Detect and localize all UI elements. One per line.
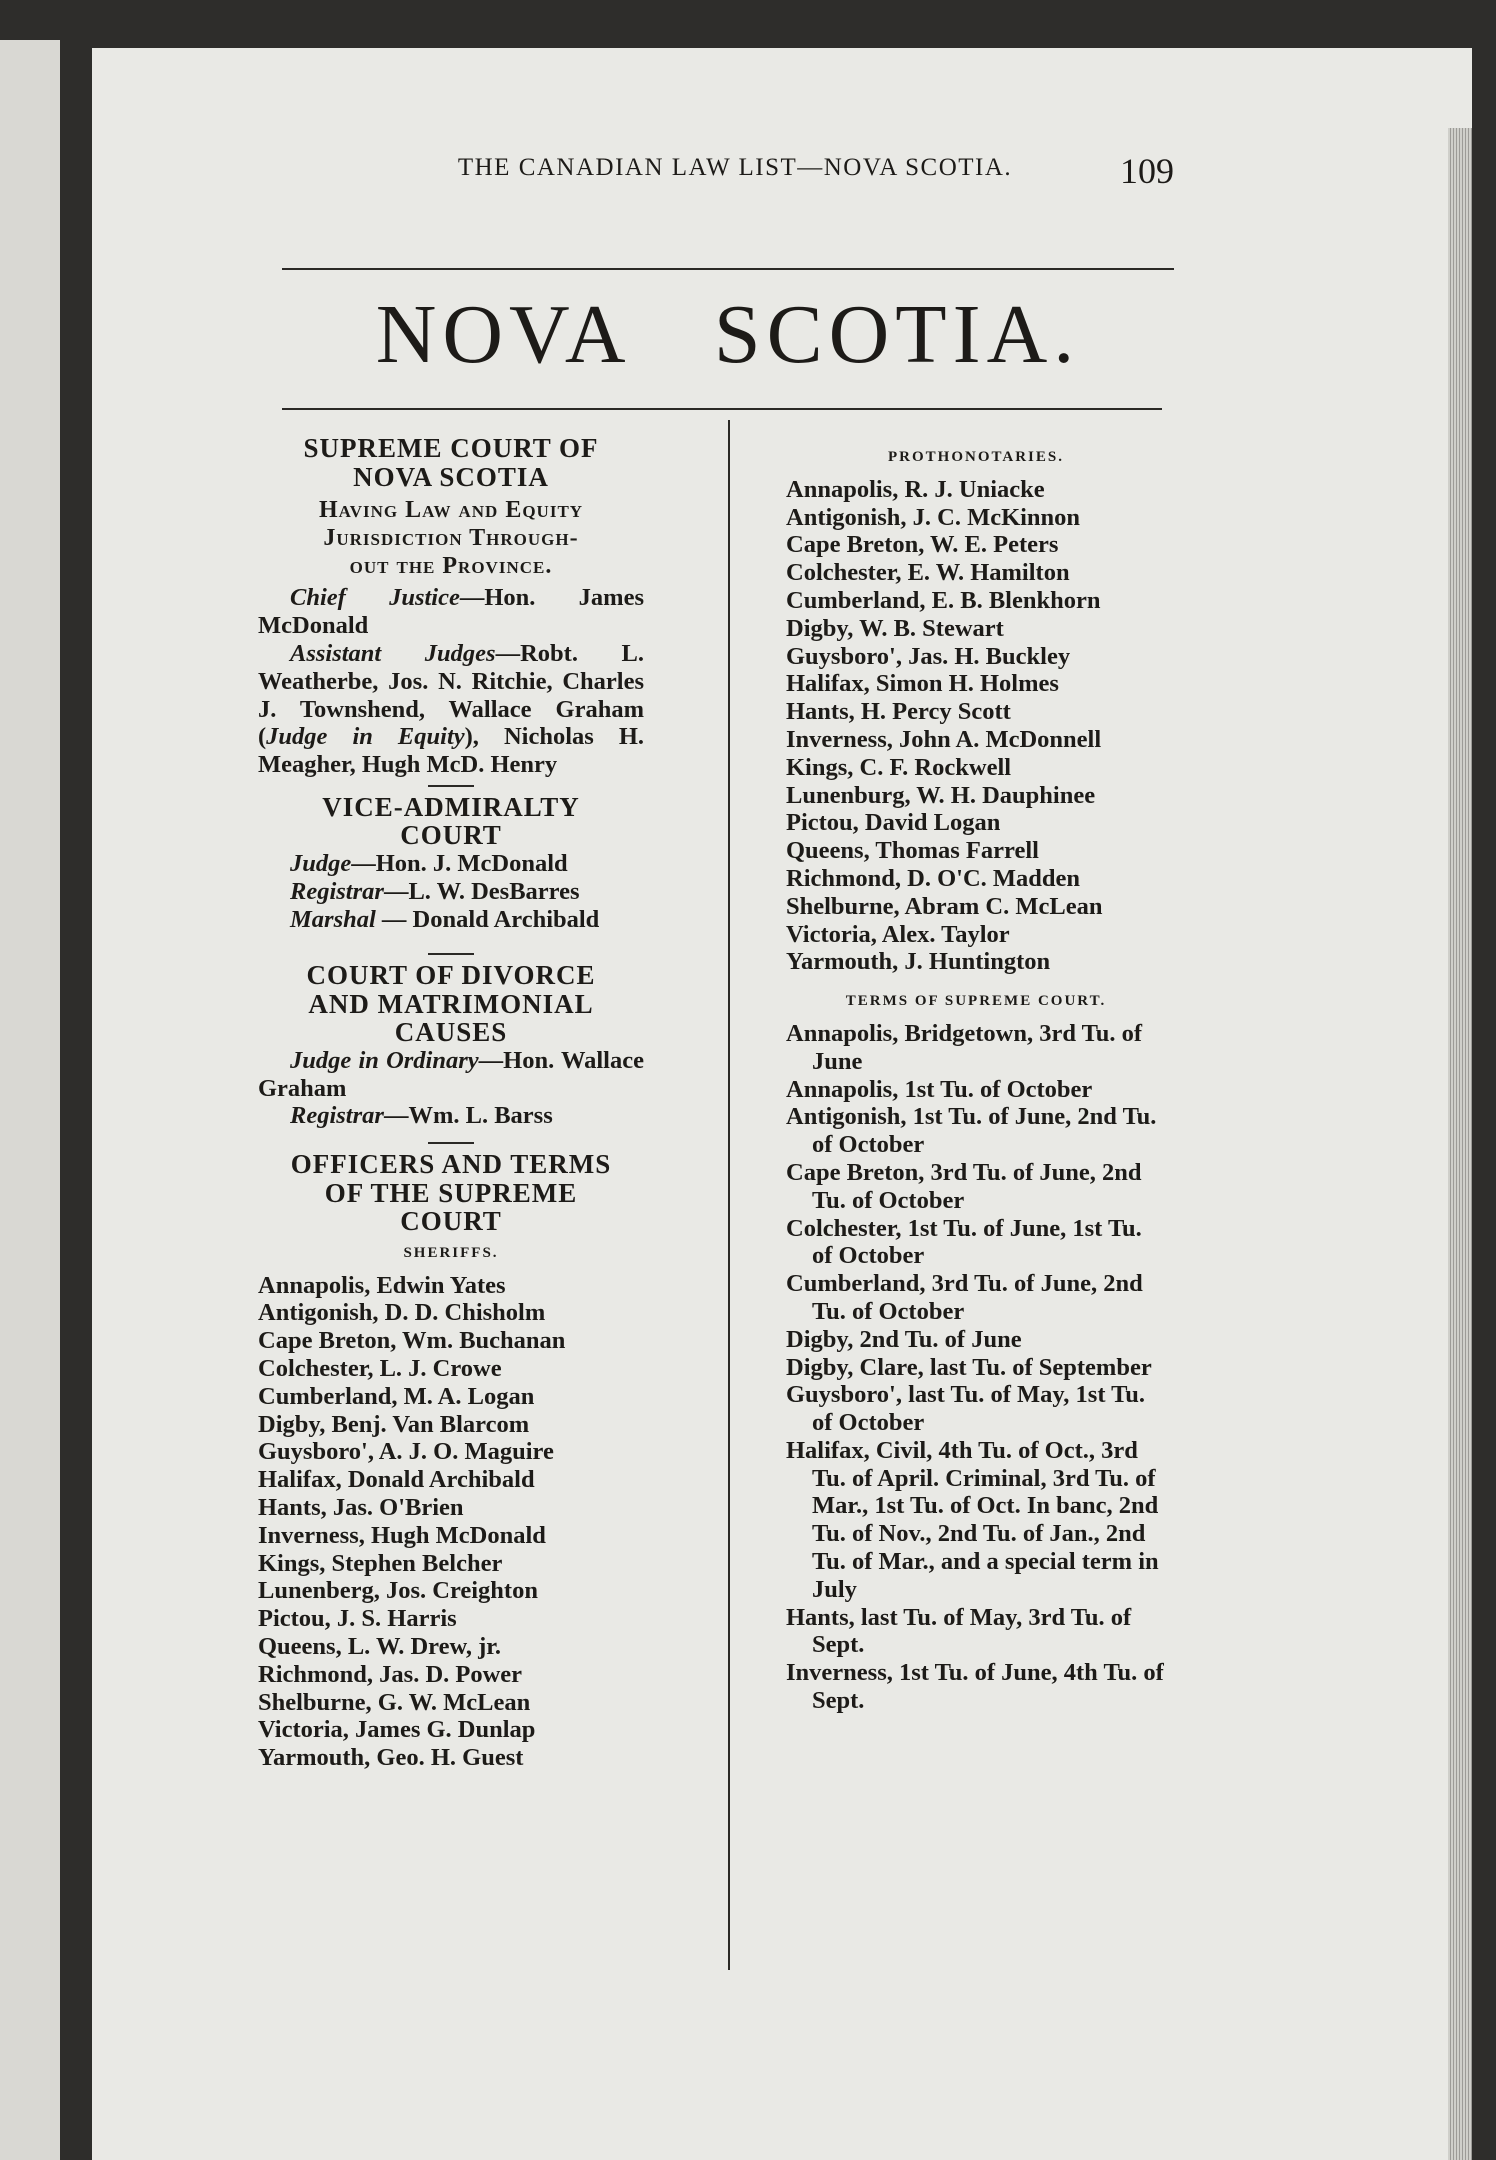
list-item: Richmond, Jas. D. Power	[258, 1660, 523, 1688]
list-item: Victoria, Alex. Taylor	[786, 920, 1010, 948]
list-item: Annapolis, Bridgetown, 3rd Tu. of June	[786, 1019, 1143, 1075]
terms-heading: TERMS OF SUPREME COURT.	[845, 993, 1107, 1010]
section-rule	[428, 1142, 474, 1144]
list-item: Guysboro', A. J. O. Maguire	[258, 1438, 554, 1466]
list-item: Cumberland, E. B. Blenkhorn	[786, 586, 1101, 614]
heading-line: OF THE SUPREME	[324, 1177, 578, 1208]
list-item: Shelburne, G. W. McLean	[258, 1688, 531, 1716]
role-text: —Hon. J. McDonald	[351, 849, 568, 877]
list-item: Annapolis, 1st Tu. of October	[786, 1075, 1093, 1103]
list-item: Antigonish, J. C. McKinnon	[786, 503, 1081, 531]
right-column	[786, 440, 1166, 1715]
list-item: Cape Breton, 3rd Tu. of June, 2nd Tu. of October	[786, 1158, 1142, 1214]
heading-line: SUPREME COURT OF	[303, 433, 599, 463]
heading-line: COURT	[400, 820, 502, 851]
supreme-court-heading	[258, 434, 644, 491]
list-item: Lunenberg, Jos. Creighton	[258, 1577, 538, 1605]
list-item: Yarmouth, Geo. H. Guest	[258, 1744, 524, 1772]
list-item: Digby, Clare, last Tu. of September	[786, 1353, 1152, 1381]
role-label: Registrar	[290, 1102, 384, 1130]
list-item: Hants, Jas. O'Brien	[258, 1493, 464, 1521]
list-item: Halifax, Donald Archibald	[258, 1466, 535, 1494]
heading-line: VICE-ADMIRALTY	[322, 791, 580, 822]
list-item: Digby, Benj. Van Blarcom	[258, 1410, 530, 1438]
vice-admiralty-marshal	[258, 906, 644, 934]
assistant-judges-entry	[258, 640, 644, 779]
list-item: Inverness, Hugh McDonald	[258, 1521, 546, 1549]
heading-line: NOVA SCOTIA	[353, 461, 549, 492]
jurisdiction-line: Having Law and Equity	[318, 497, 584, 523]
list-item: Hants, last Tu. of May, 3rd Tu. of Sept.	[786, 1603, 1132, 1659]
left-column	[258, 434, 644, 1772]
role-label: Registrar	[290, 877, 384, 905]
list-item: Inverness, John A. McDonnell	[786, 725, 1102, 753]
role-text: —L. W. DesBarres	[383, 877, 580, 905]
list-item: Colchester, L. J. Crowe	[258, 1354, 502, 1382]
divorce-court-heading	[258, 961, 644, 1047]
role-label: Judge in Ordinary	[290, 1046, 479, 1074]
role-text: — Donald Archibald	[375, 905, 600, 933]
officers-heading	[258, 1150, 644, 1236]
heading-line: OFFICERS AND TERMS	[290, 1149, 612, 1180]
list-item: Annapolis, R. J. Uniacke	[786, 475, 1045, 503]
list-item: Halifax, Simon H. Holmes	[786, 670, 1059, 698]
role-text: —Wm. L. Barss	[383, 1102, 553, 1130]
prothonotaries-heading: PROTHONOTARIES.	[888, 449, 1064, 465]
list-item: Hants, H. Percy Scott	[786, 698, 1011, 726]
list-item: Guysboro', Jas. H. Buckley	[786, 642, 1071, 670]
column-divider	[728, 420, 730, 1970]
page-title: NOVA SCOTIA.	[375, 288, 1081, 381]
list-item: Cape Breton, Wm. Buchanan	[258, 1327, 566, 1355]
list-item: Antigonish, D. D. Chisholm	[258, 1299, 546, 1327]
role-text: —Hon. James McDonald	[258, 584, 644, 640]
vice-admiralty-judge	[258, 850, 644, 878]
title-rule	[282, 408, 1162, 410]
list-item: Pictou, J. S. Harris	[258, 1605, 457, 1633]
list-item: Antigonish, 1st Tu. of June, 2nd Tu. of October	[786, 1103, 1157, 1159]
list-item: Queens, L. W. Drew, jr.	[258, 1632, 501, 1660]
role-label: Judge	[290, 849, 352, 877]
section-rule	[428, 953, 474, 955]
role-text: —Hon. Wallace Graham	[258, 1046, 644, 1102]
list-item: Annapolis, Edwin Yates	[258, 1271, 506, 1299]
header-rule	[282, 268, 1174, 270]
role-label: Assistant Judges	[290, 639, 496, 667]
jurisdiction-line: Jurisdiction Through-	[323, 524, 579, 551]
heading-line: COURT OF DIVORCE	[306, 960, 596, 991]
list-item: Cumberland, 3rd Tu. of June, 2nd Tu. of October	[786, 1270, 1143, 1325]
role-text: —Robt. L. Weatherbe, Jos. N. Ritchie, Charles J. Townshend, Wallace Graham (	[258, 639, 644, 751]
list-item: Lunenburg, W. H. Dauphinee	[786, 781, 1096, 809]
divorce-registrar	[258, 1102, 644, 1130]
divorce-judge	[258, 1047, 644, 1103]
list-item: Cumberland, M. A. Logan	[258, 1382, 535, 1410]
list-item: Kings, Stephen Belcher	[258, 1549, 503, 1577]
page-stack-edge	[1448, 128, 1472, 2160]
list-item: Colchester, 1st Tu. of June, 1st Tu. of October	[786, 1214, 1142, 1270]
heading-line: COURT	[400, 1206, 502, 1237]
vice-admiralty-registrar	[258, 878, 644, 906]
list-item: Digby, W. B. Stewart	[786, 614, 1004, 642]
heading-line: CAUSES	[394, 1017, 508, 1048]
terms-list	[786, 1020, 1166, 1715]
page-number: 109	[1120, 151, 1174, 191]
list-item: Queens, Thomas Farrell	[786, 837, 1039, 865]
list-item: Kings, C. F. Rockwell	[786, 753, 1012, 781]
list-item: Guysboro', last Tu. of May, 1st Tu. of October	[786, 1381, 1146, 1437]
chief-justice-entry	[258, 584, 644, 640]
list-item: Yarmouth, J. Huntington	[786, 948, 1051, 976]
list-item: Digby, 2nd Tu. of June	[786, 1325, 1022, 1353]
list-item: Pictou, David Logan	[786, 809, 1001, 837]
facing-page-edge	[0, 40, 60, 2160]
list-item: Colchester, E. W. Hamilton	[786, 559, 1070, 587]
list-item: Cape Breton, W. E. Peters	[786, 531, 1059, 559]
running-head: THE CANADIAN LAW LIST—NOVA SCOTIA.	[457, 154, 1013, 181]
heading-line: AND MATRIMONIAL	[308, 988, 594, 1019]
vice-admiralty-heading	[258, 793, 644, 850]
section-rule	[428, 785, 474, 787]
list-item: Richmond, D. O'C. Madden	[786, 864, 1081, 892]
list-item: Halifax, Civil, 4th Tu. of Oct., 3rd Tu. of April. Criminal, 3rd Tu. of Mar., 1st Tu. of Oct. In banc, 2nd Tu. of Nov., 2nd Tu. of Jan., 2nd Tu. of Mar., and a special term in July	[786, 1436, 1159, 1603]
list-item: Inverness, 1st Tu. of June, 4th Tu. of Sept.	[786, 1659, 1164, 1715]
jurisdiction-line: out the Province.	[349, 552, 553, 579]
spacer	[786, 976, 1166, 984]
role-italic: Judge in Equity	[266, 723, 465, 751]
prothonotaries-list	[786, 476, 1166, 976]
jurisdiction-note	[258, 497, 644, 580]
role-label: Chief Justice	[290, 584, 460, 612]
list-item: Victoria, James G. Dunlap	[258, 1716, 536, 1744]
list-item: Shelburne, Abram C. McLean	[786, 892, 1103, 920]
sheriffs-heading: SHERIFFS.	[403, 1244, 499, 1261]
role-label: Marshal	[290, 905, 376, 933]
role-text: ), Nicholas H. Meagher, Hugh McD. Henry	[258, 723, 644, 779]
sheriffs-list	[258, 1272, 644, 1772]
